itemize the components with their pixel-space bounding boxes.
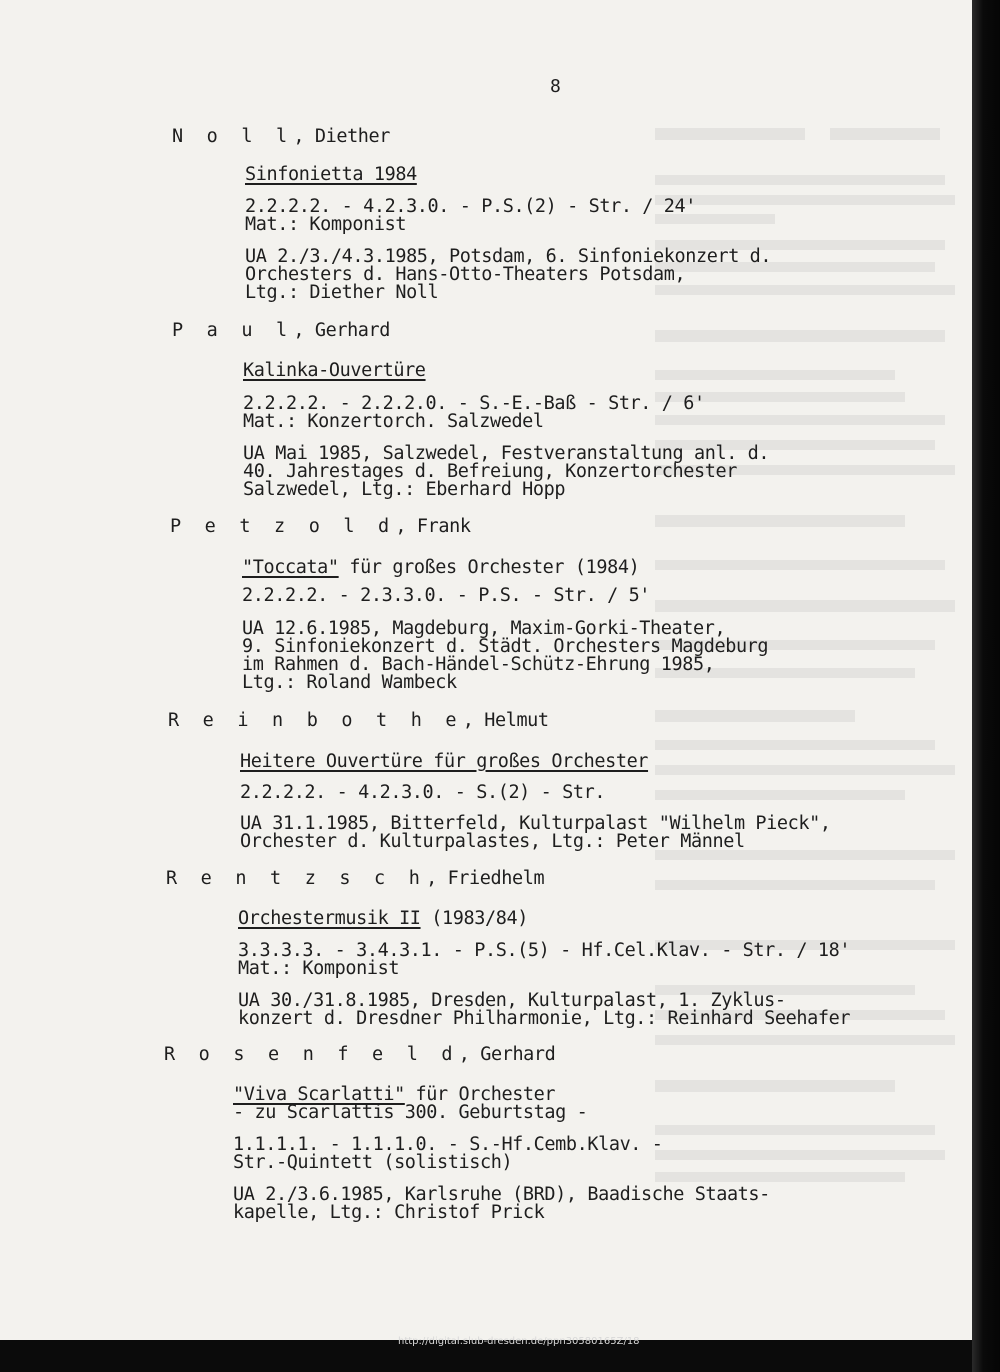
composer-last-name: P a u l: [172, 320, 294, 341]
work-title: Heitere Ouvertüre für großes Orchester: [240, 751, 649, 772]
work-title: "Viva Scarlatti": [233, 1084, 405, 1105]
premiere-line: Ltg.: Diether Noll: [245, 282, 439, 303]
composer-heading: P e t z o l d, Frank: [170, 516, 471, 537]
material-source: Mat.: Komponist: [238, 958, 400, 979]
premiere-line: UA 2./3./4.3.1985, Potsdam, 6. Sinfoniekonzert d.: [245, 246, 772, 267]
premiere-line: UA Mai 1985, Salzwedel, Festveranstaltung anl. d.: [243, 443, 770, 464]
work-title: Orchestermusik II: [238, 908, 421, 929]
premiere-line: 40. Jahrestages d. Befreiung, Konzertorchester: [243, 461, 737, 482]
premiere-line: UA 31.1.1985, Bitterfeld, Kulturpalast "Wilhelm Pieck",: [240, 813, 831, 834]
work-title-line: [238, 910, 528, 928]
composer-first-name: Friedhelm: [447, 868, 545, 889]
work-subtitle: - zu Scarlattis 300. Geburtstag -: [233, 1102, 588, 1123]
instrumentation: 2.2.2.2. - 4.2.3.0. - S.(2) - Str.: [240, 782, 606, 803]
composer-first-name: Helmut: [484, 710, 549, 731]
premiere-line: Ltg.: Roland Wambeck: [242, 672, 457, 693]
premiere-line: kapelle, Ltg.: Christof Prick: [233, 1202, 545, 1223]
page-number: 8: [550, 76, 561, 97]
instrumentation: 3.3.3.3. - 3.4.3.1. - P.S.(5) - Hf.Cel.Klav. - Str. / 18': [238, 940, 851, 961]
work-title: Kalinka-Ouvertüre: [243, 360, 426, 381]
composer-heading: R o s e n f e l d, Gerhard: [164, 1044, 556, 1065]
composer-first-name: Frank: [416, 516, 471, 537]
work-title-line: [242, 559, 639, 577]
premiere-line: Orchester d. Kulturpalastes, Ltg.: Peter Männel: [240, 831, 745, 852]
work-title: Sinfonietta 1984: [245, 164, 417, 185]
premiere-line: UA 2./3.6.1985, Karlsruhe (BRD), Baadische Staats-: [233, 1184, 770, 1205]
composer-first-name: Gerhard: [480, 1044, 556, 1065]
composer-last-name: R e n t z s c h: [166, 868, 427, 889]
composer-last-name: R o s e n f e l d: [164, 1044, 459, 1065]
composer-first-name: Gerhard: [314, 320, 391, 341]
premiere-line: UA 12.6.1985, Magdeburg, Maxim-Gorki-Theater,: [242, 618, 726, 639]
premiere-line: Orchesters d. Hans-Otto-Theaters Potsdam,: [245, 264, 686, 285]
composer-heading: R e i n b o t h e, Helmut: [168, 710, 549, 731]
composer-last-name: P e t z o l d: [170, 516, 396, 537]
footer-url: http://digital.slub-dresden.de/ppn30580165Z/18: [398, 1336, 640, 1347]
premiere-line: konzert d. Dresdner Philharmonie, Ltg.: Reinhard Seehafer: [238, 1008, 851, 1029]
composer-first-name: Diether: [314, 126, 391, 147]
instrumentation: 1.1.1.1. - 1.1.1.0. - S.-Hf.Cemb.Klav. -: [233, 1134, 663, 1155]
scan-border: [972, 0, 1000, 1372]
composer-last-name: R e i n b o t h e: [168, 710, 463, 731]
material-source: Mat.: Konzertorch. Salzwedel: [243, 411, 544, 432]
instrumentation: 2.2.2.2. - 2.2.2.0. - S.-E.-Baß - Str. / 6': [243, 393, 705, 414]
premiere-line: 9. Sinfoniekonzert d. Städt. Orchesters Magdeburg: [242, 636, 769, 657]
work-title: "Toccata": [242, 557, 339, 578]
work-title-extra: für großes Orchester (1984): [338, 557, 640, 578]
composer-heading: N o l l, Diether: [172, 126, 391, 147]
work-title-extra: (1983/84): [420, 908, 528, 929]
instrumentation: Str.-Quintett (solistisch): [233, 1152, 513, 1173]
composer-heading: R e n t z s c h, Friedhelm: [166, 868, 545, 889]
composer-heading: P a u l, Gerhard: [172, 320, 391, 341]
premiere-line: Salzwedel, Ltg.: Eberhard Hopp: [243, 479, 566, 500]
premiere-line: im Rahmen d. Bach-Händel-Schütz-Ehrung 1985,: [242, 654, 715, 675]
material-source: Mat.: Komponist: [245, 214, 407, 235]
premiere-line: UA 30./31.8.1985, Dresden, Kulturpalast, 1. Zyklus-: [238, 990, 786, 1011]
instrumentation: 2.2.2.2. - 4.2.3.0. - P.S.(2) - Str. / 24': [245, 196, 696, 217]
work-title-extra: für Orchester: [404, 1084, 556, 1105]
composer-last-name: N o l l: [172, 126, 294, 147]
instrumentation: 2.2.2.2. - 2.3.3.0. - P.S. - Str. / 5': [242, 585, 651, 606]
